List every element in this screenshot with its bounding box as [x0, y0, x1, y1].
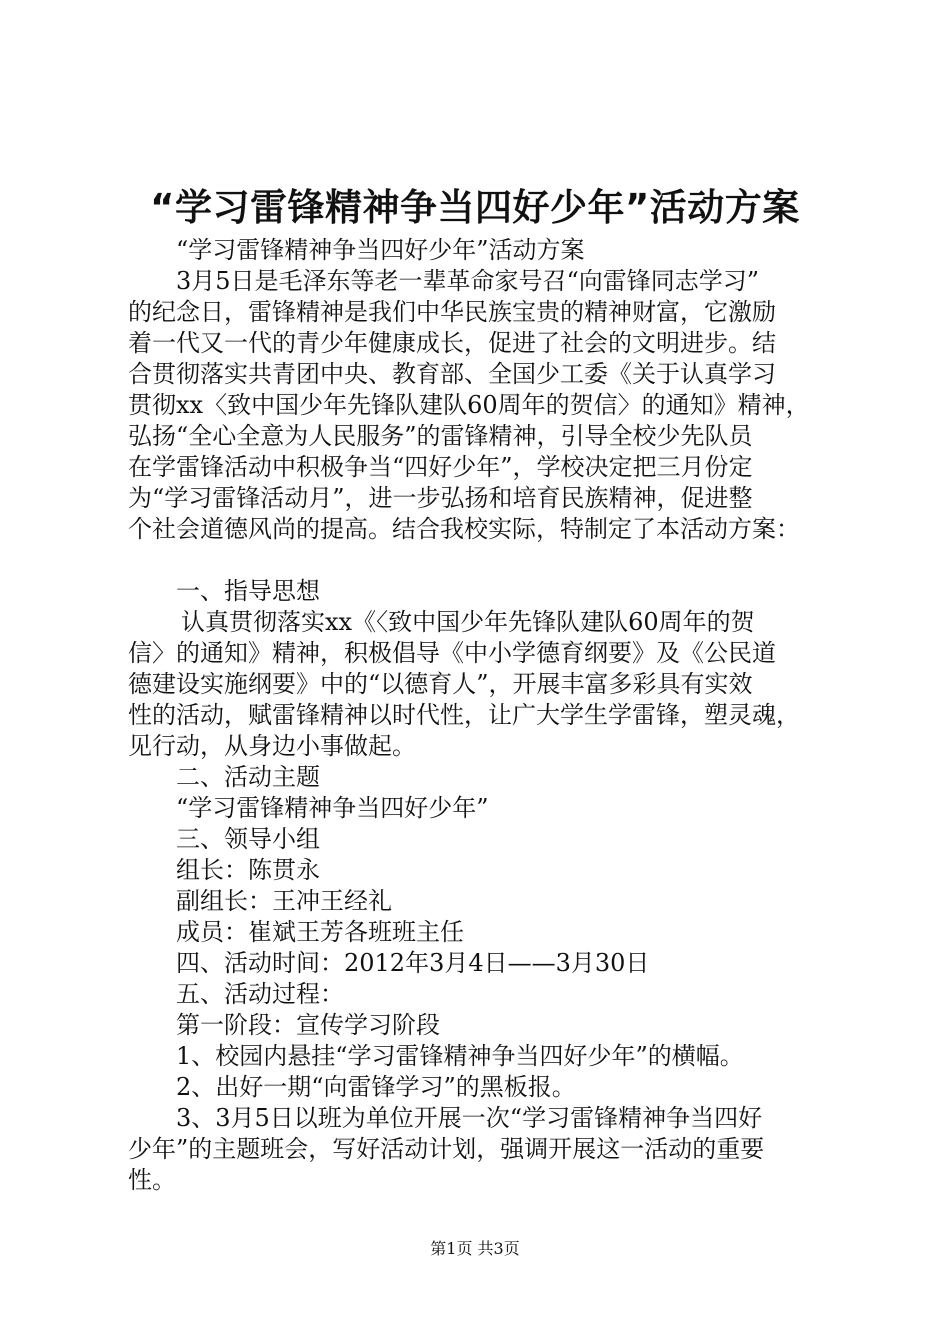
body-line: 认真贯彻落实xx《〈致中国少年先锋队建队60周年的贺	[181, 608, 755, 636]
body-line: 性的活动，赋雷锋精神以时代性，让广大学生学雷锋，塑灵魂，	[128, 701, 800, 729]
body-line: 3、3月5日以班为单位开展一次“学习雷锋精神争当四好	[176, 1104, 763, 1132]
section-heading: 一、指导思想	[176, 577, 320, 605]
section-heading: 三、领导小组	[176, 825, 320, 853]
page-footer: 第1页 共3页	[430, 1239, 520, 1258]
body-line: 合贯彻落实共青团中央、教育部、全国少工委《关于认真学习	[128, 360, 776, 388]
document-body	[128, 235, 828, 1196]
body-line: 个社会道德风尚的提高。结合我校实际，特制定了本活动方案：	[128, 515, 800, 543]
body-line: 成员：崔斌王芳各班班主任	[176, 918, 464, 946]
paragraph-gap	[128, 545, 828, 576]
body-line: “学习雷锋精神争当四好少年”	[176, 794, 489, 822]
body-line: 着一代又一代的青少年健康成长，促进了社会的文明进步。结	[128, 329, 776, 357]
body-line: 第一阶段：宣传学习阶段	[176, 1011, 440, 1039]
body-line: 2、出好一期“向雷锋学习”的黑板报。	[176, 1073, 576, 1101]
body-line: 为“学习雷锋活动月”，进一步弘扬和培育民族精神，促进整	[128, 484, 753, 512]
body-line: 的纪念日，雷锋精神是我们中华民族宝贵的精神财富，它激励	[128, 298, 776, 326]
body-line: 少年”的主题班会，写好活动计划，强调开展这一活动的重要	[128, 1135, 765, 1163]
body-line: 3月5日是毛泽东等老一辈革命家号召“向雷锋同志学习”	[176, 267, 760, 295]
body-line: 1、校园内悬挂“学习雷锋精神争当四好少年”的横幅。	[176, 1042, 744, 1070]
body-line: 见行动，从身边小事做起。	[128, 732, 416, 760]
body-line: 贯彻xx〈致中国少年先锋队建队60周年的贺信〉的通知》精神，	[128, 391, 810, 419]
body-line: “学习雷锋精神争当四好少年”活动方案	[176, 236, 585, 264]
body-line: 弘扬“全心全意为人民服务”的雷锋精神，引导全校少先队员	[128, 422, 753, 450]
document-title: “学习雷锋精神争当四好少年”活动方案	[150, 186, 800, 229]
body-line: 信〉的通知》精神，积极倡导《中小学德育纲要》及《公民道	[128, 639, 776, 667]
body-line: 组长：陈贯永	[176, 856, 320, 884]
body-line: 德建设实施纲要》中的“以德育人”，开展丰富多彩具有实效	[128, 670, 753, 698]
section-heading: 二、活动主题	[176, 763, 320, 791]
section-heading: 五、活动过程：	[176, 980, 344, 1008]
body-line: 在学雷锋活动中积极争当“四好少年”，学校决定把三月份定	[128, 453, 753, 481]
section-heading: 四、活动时间：2012年3月4日——3月30日	[176, 949, 650, 977]
body-line: 副组长：王冲王经礼	[176, 887, 392, 915]
body-line: 性。	[128, 1166, 176, 1194]
